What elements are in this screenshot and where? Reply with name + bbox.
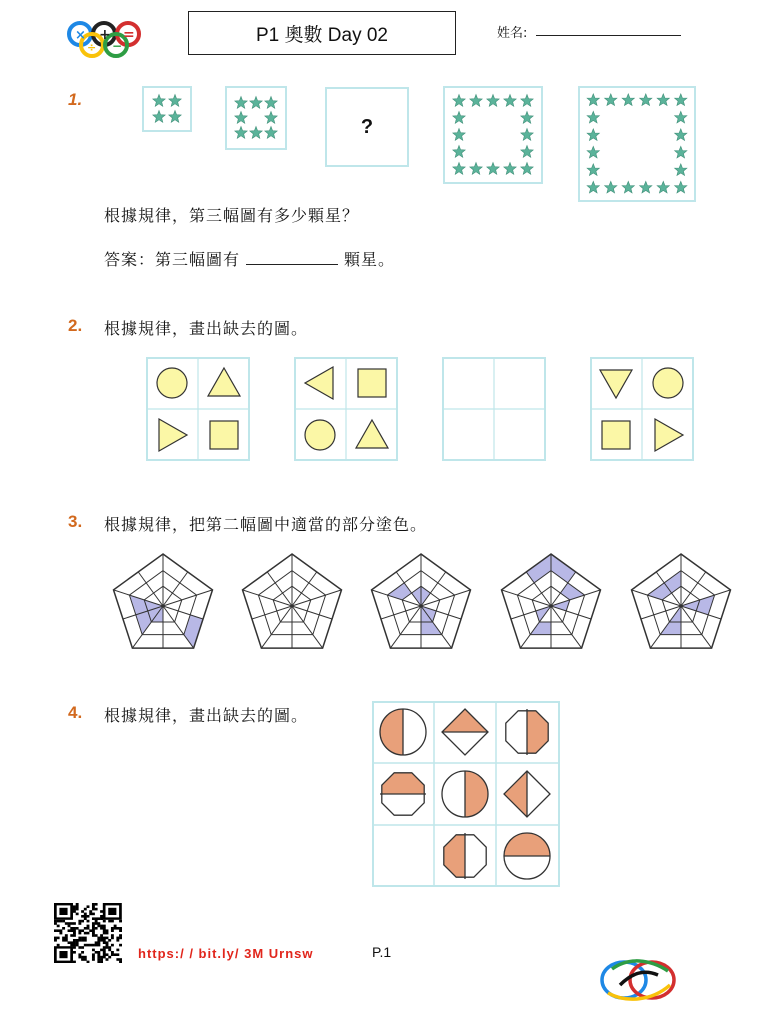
star (169, 111, 181, 123)
star (587, 94, 599, 106)
square-shape (210, 421, 238, 449)
star-figure-2 (225, 86, 287, 150)
name-field[interactable] (536, 35, 681, 36)
star (675, 146, 687, 158)
circle-shape (157, 368, 187, 398)
star (153, 111, 165, 123)
shaded-section (660, 622, 681, 635)
star (521, 129, 533, 141)
question-1-text: 根據規律，第三幅圖有多少顆星？ (104, 206, 360, 225)
question-3-text: 根據規律，把第二幅圖中適當的部分塗色。 (104, 515, 428, 534)
star-figure-4 (443, 86, 543, 184)
answer-blank[interactable] (246, 250, 338, 265)
star (153, 95, 165, 107)
star (453, 146, 465, 158)
question-2-text: 根據規律，畫出缺去的圖。 (104, 319, 309, 338)
star (265, 112, 277, 124)
svg-text:=: = (123, 27, 135, 43)
star (675, 164, 687, 176)
star (235, 112, 247, 124)
star (453, 95, 465, 107)
answer-suffix: 顆星。 (344, 250, 396, 269)
star (587, 181, 599, 193)
star (587, 164, 599, 176)
logo (66, 14, 176, 60)
question-number-4: 4. (68, 703, 83, 722)
question-number-1: 1. (68, 90, 83, 109)
question-4-text: 根據規律，畫出缺去的圖。 (104, 706, 309, 725)
shaded-section (560, 583, 584, 600)
svg-text:+: + (99, 27, 111, 43)
pentagon-2-to-shade[interactable] (237, 550, 347, 654)
star (487, 95, 499, 107)
pentagon-5 (626, 550, 736, 654)
question-mark: ? (360, 116, 374, 138)
star (453, 112, 465, 124)
square-shape (602, 421, 630, 449)
square-shape (358, 369, 386, 397)
star (265, 127, 277, 139)
star (640, 181, 652, 193)
page-title: P1 奧數 Day 02 (188, 11, 456, 55)
star (521, 146, 533, 158)
pentagon-1 (108, 550, 218, 654)
name-label: 姓名: (497, 26, 528, 41)
star (587, 129, 599, 141)
shape-panel-4 (590, 357, 694, 461)
svg-text:−: − (112, 39, 123, 53)
star (470, 163, 482, 175)
star (657, 181, 669, 193)
shape-panel-3-missing[interactable] (442, 357, 546, 461)
star (504, 95, 516, 107)
star (453, 163, 465, 175)
footer-link[interactable]: https:/ / bit.ly/ 3M Urnsw (138, 946, 314, 961)
shaded-section (421, 622, 442, 635)
star (487, 163, 499, 175)
star (521, 112, 533, 124)
shaded-section (387, 583, 411, 600)
svg-text:÷: ÷ (87, 41, 97, 54)
star (605, 181, 617, 193)
star (675, 129, 687, 141)
shape-grid (372, 701, 560, 887)
circle-shape (653, 368, 683, 398)
star (235, 97, 247, 109)
star-figure-5 (578, 86, 696, 202)
star (605, 94, 617, 106)
star (250, 127, 262, 139)
star (235, 127, 247, 139)
svg-text:×: × (75, 28, 86, 43)
shaded-section (530, 622, 551, 635)
star (504, 163, 516, 175)
star (470, 95, 482, 107)
star (675, 94, 687, 106)
question-number-3: 3. (68, 512, 83, 531)
answer-prefix: 答案：第三幅圖有 (104, 250, 241, 269)
star (622, 181, 634, 193)
star (250, 97, 262, 109)
footer-logo (598, 955, 680, 1005)
pentagon-3 (366, 550, 476, 654)
page-number: P.1 (372, 944, 392, 960)
star-figure-3-missing (325, 87, 409, 167)
pentagon-4 (496, 550, 606, 654)
star (453, 129, 465, 141)
question-1-answer (104, 247, 395, 270)
star (521, 163, 533, 175)
shape-panel-2 (294, 357, 398, 461)
circle-shape (305, 420, 335, 450)
shape-panel-1 (146, 357, 250, 461)
star-figure-1 (142, 86, 192, 132)
star (587, 146, 599, 158)
star (657, 94, 669, 106)
star (675, 111, 687, 123)
star (587, 111, 599, 123)
star (169, 95, 181, 107)
question-number-2: 2. (68, 316, 83, 335)
star (521, 95, 533, 107)
star (265, 97, 277, 109)
star (675, 181, 687, 193)
star (622, 94, 634, 106)
shaded-section (184, 615, 203, 648)
qr-code[interactable] (54, 903, 122, 963)
star (640, 94, 652, 106)
